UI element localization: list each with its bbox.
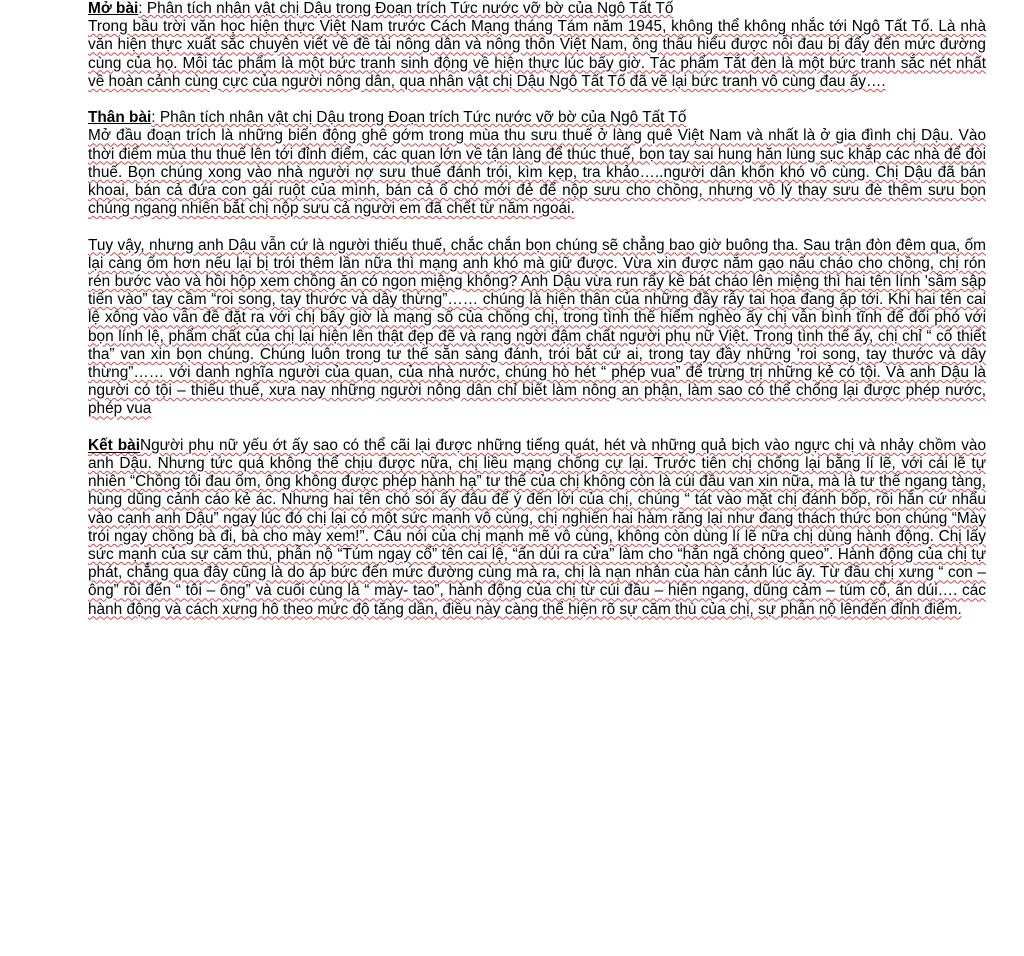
conclusion-section — [88, 437, 986, 619]
document-page — [88, 0, 986, 637]
intro-heading — [88, 0, 986, 18]
intro-heading-text: : Phân tích nhân vật chị Dậu trong Đoạn trích Tức nước vỡ bờ của Ngô Tất Tố — [138, 0, 674, 17]
intro-section — [88, 0, 986, 91]
body-heading — [88, 109, 986, 127]
body-paragraph-2: Tuy vậy, nhưng anh Dậu vẫn cứ là người thiếu thuế, chắc chắn bọn chúng sẽ chẳng bao giờ buông tha. Sau trận đòn đêm qua, ốm lại càng ốm hơn nếu lại bị trói thêm lần nữa thì mạng anh khó mà giữ được. Vừa xin được nắm gạo nấu cháo cho chồng, chị rón rén bước vào và hồi hộp xem chồng ăn có ngon miệng không? Anh Dậu vừa run rẩy kề bát cháo lên miệng thì hai tên lính 'sầm sập tiến vào” tay cầm “roi song, tay thước và dây thừng”…… chúng là hiện thân của những đầy rẫy tai họa đang ập tới. Khi hai tên cai lệ xông vào vẫn đề đặt ra với chị bây giờ là mạng số của chồng chị, trong tình thế hiểm nghèo ấy chị vẫn bình tĩnh để đối phó với bọn lính lệ, phẩm chất của chị lại hiện lên thật đẹp đẽ và rạng ngời đậm chất người phụ nữ Việt. Trong tình thế ấy, chị chỉ “ cố thiết tha” van xin bọn chúng. Chúng luôn trong tư thế sẵn sàng đánh, trói bắt cứ ai, trong tay đầy những 'roi song, tay thước và dây thừng”…… với danh nghĩa người của quan, của nhà nước, chúng hò hét “ phép vua” để trừng trị những kẻ có tội. Và anh Dậu là người có tội – thiếu thuế, xưa nay những người nông dân chỉ biết làm nông an phận, làm sao có thể chống lại được phép nước, phép vua — [88, 236, 986, 418]
intro-label: Mở bài — [88, 0, 139, 17]
intro-paragraph: Trong bầu trời văn học hiện thực Việt Nam trước Cách Mạng tháng Tám năm 1945, không thể không nhắc tới Ngô Tất Tố. Là nhà văn hiện thực xuất sắc chuyên viết về đề tài nông dân và nông thôn Việt Nam, ông thấu hiểu được nỗi đau bị đẩy đến mức đường cùng của họ. Mỗi tác phẩm là một bức tranh sinh động về hiện thực lúc bấy giờ. Tác phẩm Tắt đèn là một bức tranh sắc nét nhất về hoàn cảnh cùng cực của người nông dân, qua nhân vật chị Dậu Ngô Tất Tố đã vẽ lại bức tranh vô cùng đau ấy…. — [88, 18, 986, 90]
body-paragraph-1: Mở đầu đoạn trích là những biến động ghê gớm trong mùa thu sưu thuế ở làng quê Việt Nam và nhất là ở gia đình chị Dậu. Vào thời điểm mùa thu thuế lên tới đỉnh điểm, các quan lớn về tận làng để thúc thuế, bọn tay sai hung hăn lùng sục khắp các nhà để đòi thuế. Bọn chúng xong vào nhà người nợ sưu thuế đánh trói, kìm kẹp, tra khảo…..người dân khốn khó vô cùng. Chị Dậu đã bán khoai, bán cả đứa con gái ruột của mình, bán cả ổ chó mới đẻ để nộp sưu cho chồng, nhưng vô lý thay sưu đè thêm sưu bọn chúng ngang nhiên bắt chị nộp sưu cả người em đã chết từ năm ngoái. — [88, 127, 986, 218]
conclusion-label: Kết bài — [88, 436, 140, 454]
conclusion-text: Người phụ nữ yếu ớt ấy sao có thể cãi lại được những tiếng quát, hét và những quả bịch vào ngực chị và nhảy chồm vào anh Dậu. Nhưng tức quá không thể chịu được nữa, chị liều mạng chống cự lại. Trước tiên chị chống lại bằng lí lẽ, với cái lẽ tự nhiên “Chồng tôi đau ốm, ông không được phép hành hạ” tư thế của chị không còn là cúi đầu van xin nữa, mà là tư thế ngang tàng, hùng dũng cảnh cáo kẻ ác. Nhưng hai tên chó sói ấy đâu để ý đến lời của chị, chúng “ tát vào mặt chị đánh bốp, rồi hắn cứ nhẩu vào cạnh anh Dậu” ngay lúc đó chị lại có một sức mạnh vô cùng, chị nghiến hai hàm răng lại như đang thách thức bọn chúng “Mày trói ngay chồng bà đi, bà cho mày xem!”. Câu nói của chị mạnh mẽ vô cùng, không còn dùng lí lẽ nữa chị dùng hành động. Chị lấy sức mạnh của sự căm thù, phẫn nộ “Túm ngay cổ” tên cai lệ, “ấn dúi ra cửa” làm cho “hắn ngã chỏng queo”. Hành động của chị tự phát, chẳng qua đây cũng là do áp bức đến mức đường cùng mà ra, chị là nạn nhân của hàn cảnh lúc ấy. Từ đầu chị xưng “ con – ông” rồi đến “ tôi – ông” và cuối cùng là “ mày- tao”, hành động của chị từ cúi đầu – hiên ngang, dũng cảm – túm cổ, ấn dúi…. các hành động và cách xưng hô theo mức độ tăng dần, điều này càng thể hiện rõ sự căm thù của chị, sự phẫn nộ lênđến đỉnh điểm. — [88, 436, 987, 618]
body-section — [88, 109, 986, 418]
conclusion-paragraph — [88, 437, 986, 619]
body-heading-text: : Phân tích nhân vật chị Dậu trong Đoạn trích Tức nước vỡ bờ của Ngô Tất Tố — [151, 109, 687, 127]
body-label: Thân bài — [88, 109, 152, 127]
